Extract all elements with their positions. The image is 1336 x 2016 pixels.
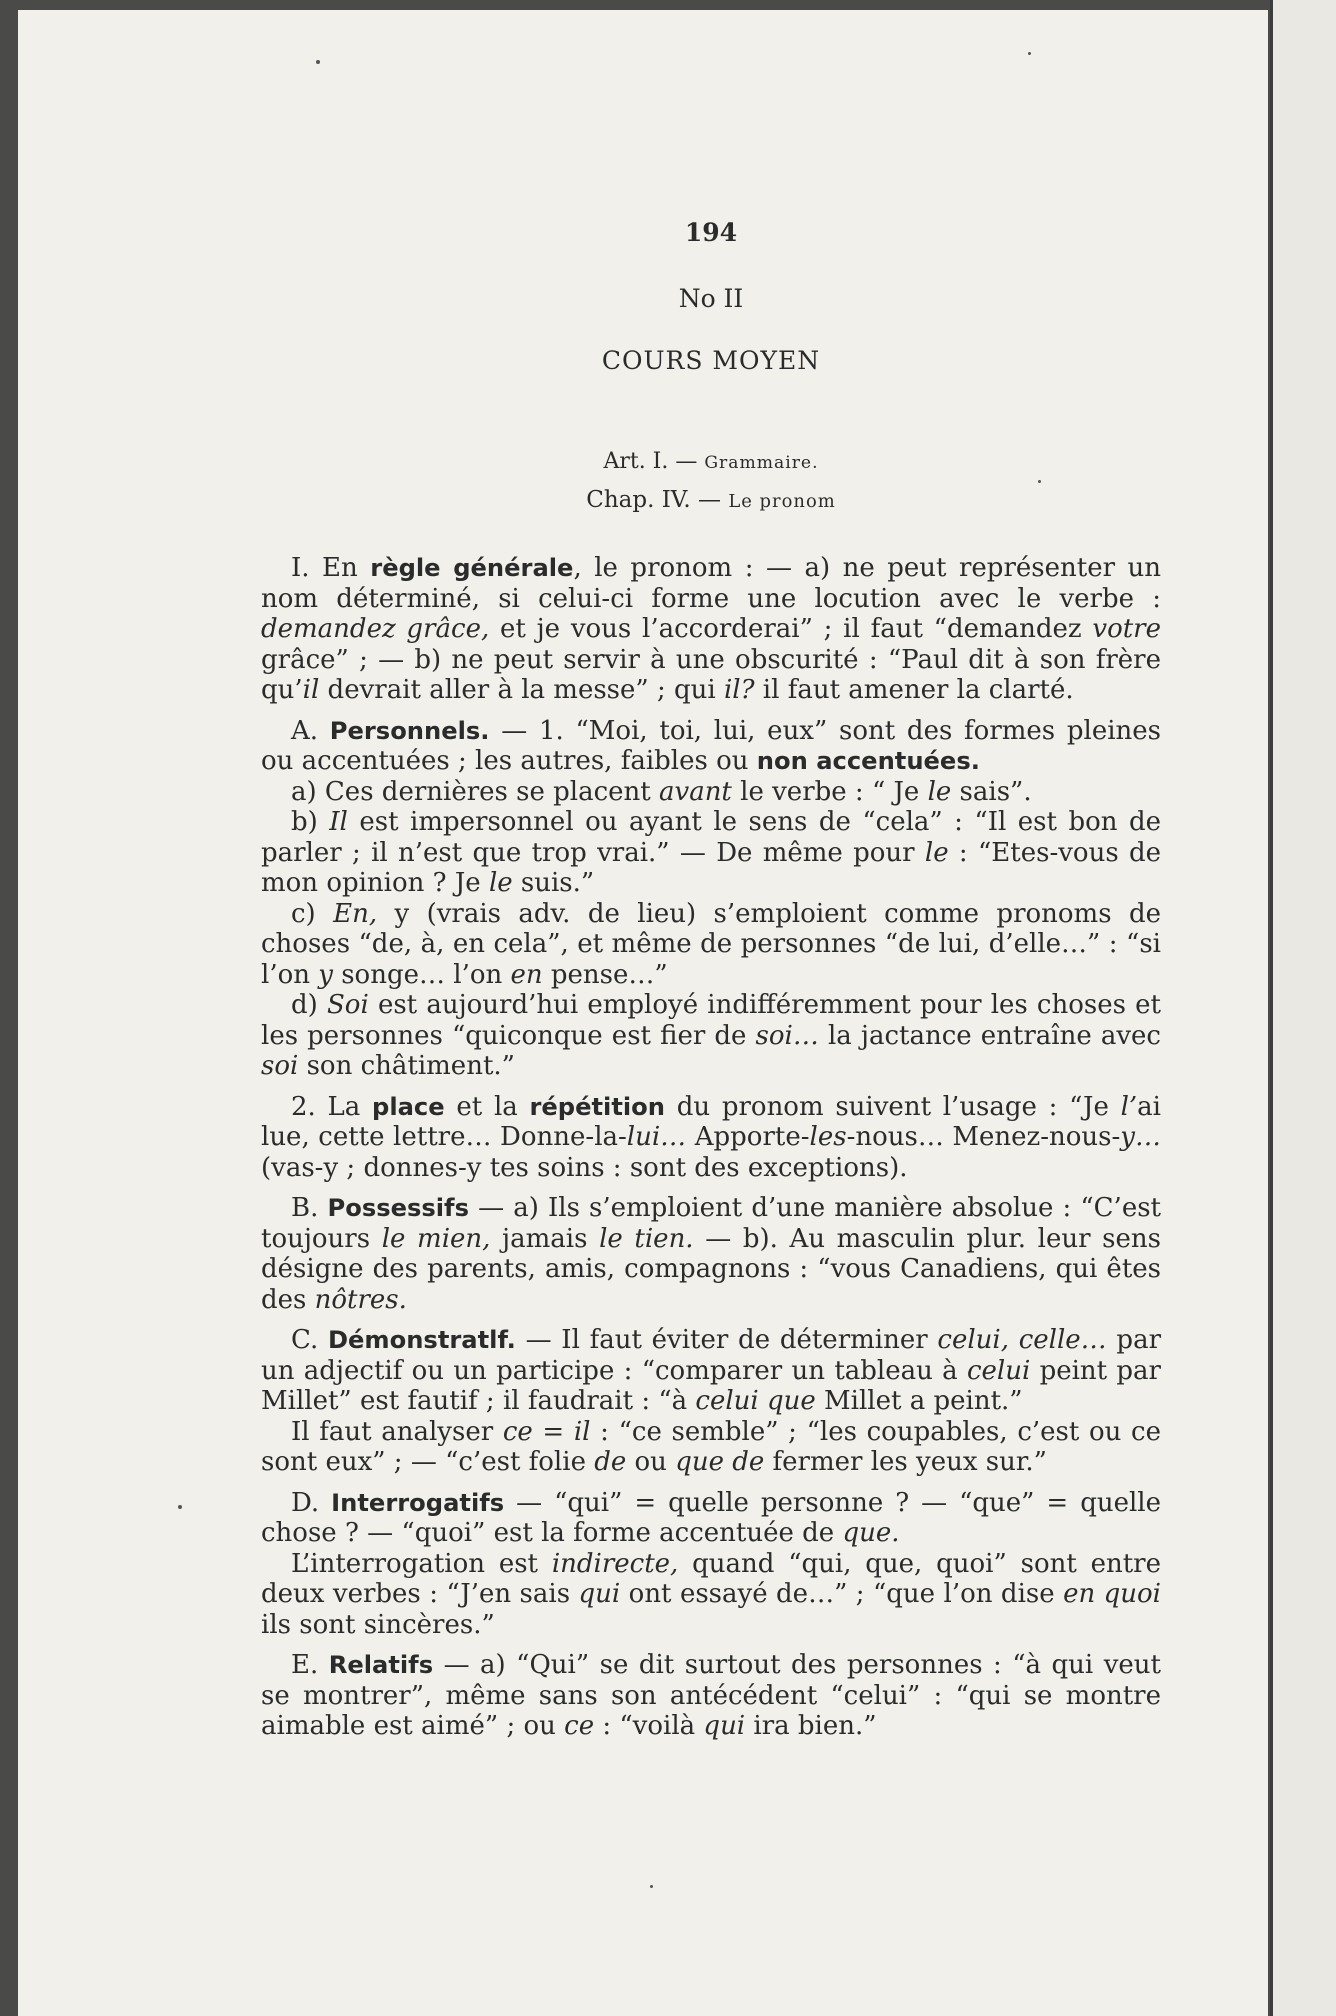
chapter-lead: Chap (586, 487, 648, 513)
text-run: est impersonnel ou ayant le sens de “cela” : “Il est bon de parler ; il n’est que trop vrai.” — De même pour (261, 807, 1161, 868)
paragraph (261, 1417, 1161, 1478)
text-run: — b). Au masculin plur. leur sens désigne des parents, amis, compagnons : “vous Canadiens, qui êtes des (261, 1223, 1161, 1315)
italic-text: le (927, 776, 952, 807)
italic-text: le (924, 837, 949, 868)
text-run: jamais (490, 1223, 600, 1254)
italic-text: le mien, (381, 1223, 491, 1254)
text-run: devrait aller à la messe” ; qui (319, 675, 724, 705)
italic-text: en quoi (1063, 1579, 1161, 1609)
paragraph (261, 990, 1161, 1082)
text-run: suis.” (512, 868, 595, 898)
italic-text: en (510, 959, 543, 990)
italic-text: ce = il (502, 1416, 591, 1447)
italic-text: le (488, 868, 513, 898)
text-run: Millet a peint.” (815, 1386, 1023, 1416)
italic-text: Il (329, 807, 348, 837)
text-run: quand “qui, que, quoi” sont entre deux verbes : “J’en sais (261, 1548, 1161, 1609)
book-page (18, 10, 1268, 2016)
bold-term: répétition (529, 1092, 665, 1121)
text-run: fermer les yeux sur.” (764, 1447, 1047, 1477)
text-run: ou (626, 1447, 676, 1477)
text-run: et la (444, 1091, 530, 1122)
italic-text: avant (659, 776, 732, 807)
italic-text: que de (675, 1447, 765, 1477)
italic-text: y (318, 959, 333, 990)
italic-text: soi (261, 1051, 299, 1081)
text-run: C. (291, 1325, 328, 1355)
course-title: COURS MOYEN (601, 346, 821, 375)
bold-term: Possessifs (327, 1194, 469, 1222)
paragraph (261, 553, 1161, 706)
italic-text: celui que (695, 1386, 816, 1416)
text-run: B. (291, 1193, 328, 1223)
scan-speck (1038, 480, 1041, 483)
bold-term: place (372, 1092, 445, 1121)
text-run: — a) “Qui” se dit surtout des personnes : “à qui veut se montrer”, même sans son antécédent “celui” : “qui se montre aimable est aimé” ; ou (261, 1650, 1161, 1741)
italic-text: lui… (626, 1122, 687, 1152)
text-run: — 1. “Moi, toi, lui, eux” sont des formes pleines ou accentuées ; les autres, faibles ou (261, 715, 1161, 776)
text-run: — “qui” = quelle personne ? — “que” = quelle chose ? — “quoi” est la forme accentuée de (261, 1487, 1161, 1548)
text-run: -nous… Menez-nous- (846, 1122, 1121, 1152)
text-run: le verbe : “ Je (731, 776, 928, 807)
article-number: . I. — (638, 449, 705, 474)
bold-term: règle générale (370, 554, 574, 582)
text-run: E. (291, 1650, 329, 1680)
scan-speck (650, 1885, 653, 1888)
italic-text: y… (1120, 1122, 1161, 1152)
italic-text: nôtres. (314, 1284, 407, 1315)
text-run: L’interrogation est (291, 1548, 552, 1579)
italic-text: qui (703, 1711, 746, 1741)
italic-text: Soi (326, 990, 369, 1020)
text-run: grâce” ; — b) ne peut servir à une obscurité : “Paul dit à son frère qu’ (261, 644, 1161, 705)
chapter-number: . IV. — (647, 487, 729, 513)
text-run: d) (291, 990, 327, 1020)
italic-text: votre (1092, 614, 1161, 644)
text-run: b) (291, 807, 330, 837)
page-number: 194 (684, 218, 738, 247)
text-run: pense…” (542, 959, 668, 990)
paragraph (261, 1092, 1161, 1184)
article-lead: Art (603, 449, 639, 474)
paragraph (261, 1325, 1161, 1417)
adjacent-page-edge (1270, 0, 1336, 2016)
paragraph (261, 777, 1161, 808)
italic-text: le tien. (599, 1223, 694, 1254)
bold-term: Personnels. (329, 716, 490, 745)
italic-text: les (809, 1122, 847, 1152)
italic-text: soi… (755, 1020, 819, 1051)
italic-text: celui (966, 1355, 1031, 1386)
text-run: Apporte- (686, 1122, 810, 1152)
text-run: songe… l’on (332, 959, 511, 990)
paragraph (261, 1193, 1161, 1315)
text-run: ira bien.” (745, 1711, 877, 1741)
text-run: D. (291, 1487, 332, 1518)
chapter-title: Le pronom (728, 491, 836, 512)
italic-text: En, (333, 898, 378, 929)
text-run: il faut amener la clarté. (754, 675, 1074, 705)
text-run: la jactance entraîne avec (818, 1020, 1161, 1051)
text-run: — Il faut éviter de déterminer (515, 1325, 938, 1355)
text-run: y (vrais adv. de lieu) s’emploient comme pronoms de choses “de, à, en cela”, et même de personnes “de lui, d’elle…” : “si l’on (261, 898, 1161, 990)
text-run: c) (291, 898, 334, 929)
body-text (261, 553, 1161, 1742)
document-number: No II (678, 284, 744, 313)
bold-term: Relatifs (328, 1651, 434, 1679)
text-run: ont essayé de…” ; “que l’on dise (620, 1579, 1064, 1609)
paragraph (261, 1650, 1161, 1742)
italic-text: que. (842, 1518, 900, 1548)
chapter-heading (261, 485, 1161, 518)
paragraph (261, 1488, 1161, 1549)
paragraph (261, 716, 1161, 777)
text-run: 2. La (291, 1091, 373, 1122)
text-run: par un adjectif ou un participe : “comparer un tableau à (261, 1325, 1161, 1386)
italic-text: il? (723, 675, 755, 705)
italic-text: de (594, 1447, 627, 1477)
article-title: Grammaire. (704, 453, 819, 473)
text-run: son châtiment.” (298, 1051, 515, 1081)
scan-speck (1028, 52, 1031, 55)
text-run: peint par Millet” est fautif ; il faudrait : “à (261, 1355, 1161, 1416)
italic-text: demandez grâce, (261, 614, 490, 644)
text-run: (vas-y ; donnes-y tes soins : sont des exceptions). (261, 1152, 908, 1183)
text-run: est aujourd’hui employé indifféremment pour les choses et les personnes “quiconque est fier de (261, 990, 1161, 1051)
bold-term: non accentuées. (756, 747, 980, 775)
scan-speck (178, 1505, 182, 1509)
text-run: : “voilà (594, 1711, 704, 1741)
paragraph (261, 1549, 1161, 1641)
text-run: et je vous l’accorderai” ; il faut “demandez (489, 614, 1093, 644)
text-run: ai lue, cette lettre… Donne-la- (261, 1091, 1161, 1152)
text-run: a) Ces dernières se placent (291, 776, 659, 807)
italic-text: l’ (1120, 1091, 1138, 1122)
paragraph (261, 807, 1161, 899)
bold-term: Démonstratlf. (327, 1326, 516, 1354)
italic-text: il (302, 675, 320, 705)
scan-speck (316, 60, 320, 64)
text-run: du pronom suivent l’usage : “Je (665, 1091, 1121, 1122)
italic-text: ce (564, 1711, 595, 1741)
article-heading (261, 447, 1161, 479)
text-run: sais”. (951, 776, 1032, 807)
text-run: — a) Ils s’emploient d’une manière absolue : “C’est toujours (261, 1193, 1161, 1254)
text-run: I. En (291, 553, 371, 583)
text-run: Il faut analyser (291, 1416, 503, 1447)
text-run: : “Etes-vous de mon opinion ? Je (261, 837, 1162, 898)
text-run: ils sont sincères.” (261, 1609, 495, 1640)
text-run: , le pronom : — a) ne peut représenter un nom déterminé, si celui-ci forme une locution avec le verbe : (261, 553, 1161, 614)
text-run: : “ce semble” ; “les coupables, c’est ou ce sont eux” ; — “c’est folie (261, 1416, 1161, 1477)
bold-term: Interrogatifs (331, 1488, 505, 1517)
italic-text: qui (578, 1579, 621, 1609)
paragraph (261, 899, 1161, 991)
italic-text: celui, celle… (937, 1325, 1107, 1355)
italic-text: indirecte, (551, 1548, 679, 1579)
text-run: A. (291, 715, 330, 746)
